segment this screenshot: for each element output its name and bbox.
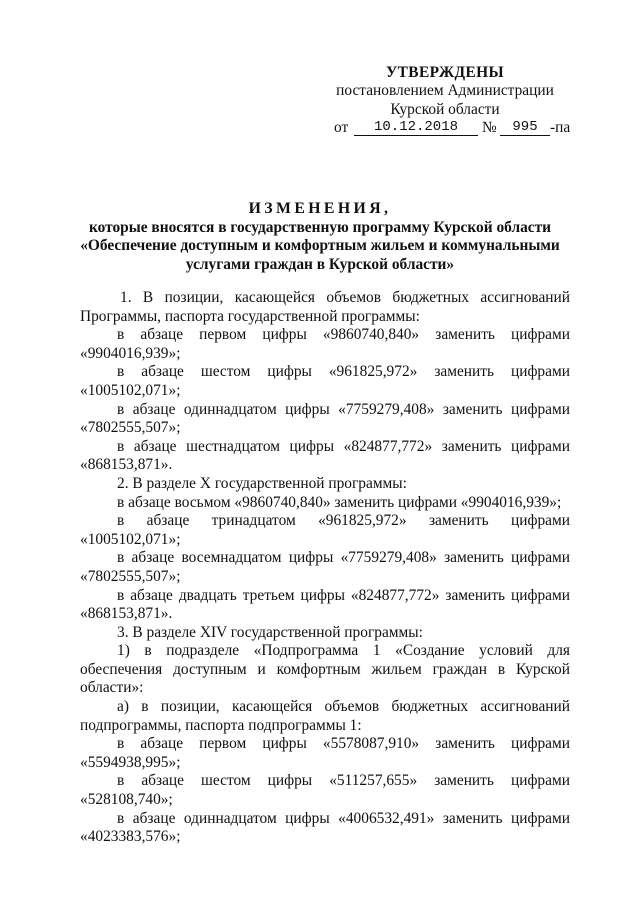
paragraph: «7802555,507»; — [80, 567, 181, 585]
approved-heading: УТВЕРЖДЕНЫ — [385, 64, 505, 81]
number-suffix: -па — [550, 119, 571, 137]
word: абзаце — [141, 363, 184, 381]
word: шестом — [201, 772, 251, 790]
word: первом — [199, 326, 247, 344]
paragraph: 1. В позиции, касающейся объемов бюджетных ассигнований — [120, 289, 570, 306]
word: «5578087,910» — [322, 735, 420, 753]
paragraph: «9904016,939»; — [80, 344, 181, 362]
word: заменить — [435, 735, 495, 753]
word: цифры — [262, 735, 307, 753]
paragraph: «868153,871». — [80, 605, 173, 623]
approval-line-1: постановлением Администрации — [336, 82, 554, 100]
paragraph: «1005102,071»; — [80, 530, 181, 548]
word: цифрами — [510, 772, 570, 790]
paragraph: в абзаце шестнадцатом цифры «824877,772» заменить цифрами — [117, 437, 570, 455]
word: абзаце — [141, 772, 184, 790]
document-body — [80, 289, 570, 847]
word: «961825,972» — [328, 363, 418, 381]
paragraph: подпрограммы, паспорта подпрограммы 1: — [80, 716, 362, 734]
word: в — [117, 326, 125, 344]
document-title — [70, 200, 570, 274]
word: цифрами — [511, 512, 570, 530]
paragraph: обеспечения доступным и комфортным жильем граждан в Курской — [80, 660, 570, 678]
word: цифры — [262, 326, 307, 344]
word: в — [117, 772, 125, 790]
paragraph-spread — [80, 735, 570, 754]
word: абзаце — [146, 512, 190, 530]
word: цифры — [267, 363, 312, 381]
approval-date: 10.12.2018 — [354, 119, 478, 136]
word: тринадцатом — [211, 512, 296, 530]
paragraph: «528108,740»; — [80, 791, 173, 809]
word: в — [117, 363, 125, 381]
approval-date-line — [320, 119, 570, 138]
word: заменить — [434, 363, 495, 381]
word: заменить — [428, 512, 489, 530]
from-label: от — [334, 119, 349, 137]
title-line-2: «Обеспечение доступным и комфортным жильем и коммунальными — [80, 237, 560, 255]
word: цифры — [267, 772, 313, 790]
title-line-3: услугами граждан в Курской области» — [185, 255, 455, 273]
word: первом — [199, 735, 247, 753]
word: цифрами — [510, 363, 570, 381]
paragraph: Программы, паспорта государственной программы: — [80, 307, 420, 325]
paragraph: в абзаце одиннадцатом цифры «4006532,491» заменить цифрами — [117, 809, 570, 827]
word: абзаце — [140, 735, 184, 753]
paragraph: «868153,871». — [80, 456, 173, 474]
paragraph: «1005102,071»; — [80, 381, 181, 399]
title-heading: ИЗМЕНЕНИЯ, — [248, 200, 392, 217]
word: «511257,655» — [329, 772, 418, 790]
section-heading: 2. В разделе X государственной программы: — [117, 474, 407, 492]
approval-block — [320, 64, 570, 138]
paragraph: «4023383,576»; — [80, 828, 181, 846]
paragraph: «5594938,995»; — [80, 753, 181, 771]
word: «9860740,840» — [322, 326, 420, 344]
approval-number: 995 — [500, 119, 550, 136]
paragraph: а) в позиции, касающейся объемов бюджетных ассигнований — [117, 698, 570, 716]
paragraph: «7802555,507»; — [80, 419, 181, 437]
paragraph: в абзаце одиннадцатом цифры «7759279,408» заменить цифрами — [117, 400, 570, 418]
title-line-1: которые вносятся в государственную программу Курской области — [88, 218, 552, 236]
word: цифрами — [511, 735, 570, 753]
word: «961825,972» — [318, 512, 407, 530]
number-label: № — [482, 119, 497, 137]
paragraph: в абзаце восьмом «9860740,840» заменить цифрами «9904016,939»; — [117, 493, 562, 511]
paragraph: области»: — [80, 679, 144, 697]
approval-line-2: Курской области — [390, 100, 500, 118]
section-heading: 3. В разделе XIV государственной программы: — [117, 623, 423, 641]
paragraph-spread — [80, 512, 570, 531]
paragraph-spread — [80, 772, 570, 791]
word: цифрами — [511, 326, 570, 344]
word: в — [117, 735, 125, 753]
paragraph: в абзаце двадцать третьем цифры «824877,772» заменить цифрами — [117, 586, 570, 604]
word: абзаце — [140, 326, 184, 344]
paragraph-spread — [80, 326, 570, 345]
word: шестом — [200, 363, 251, 381]
word: в — [117, 512, 125, 530]
word: заменить — [435, 326, 495, 344]
paragraph-spread — [80, 363, 570, 382]
paragraph: 1) в подразделе «Подпрограмма 1 «Создание условий для — [117, 642, 570, 660]
word: заменить — [434, 772, 494, 790]
paragraph: в абзаце восемнадцатом цифры «7759279,408» заменить цифрами — [117, 549, 570, 567]
